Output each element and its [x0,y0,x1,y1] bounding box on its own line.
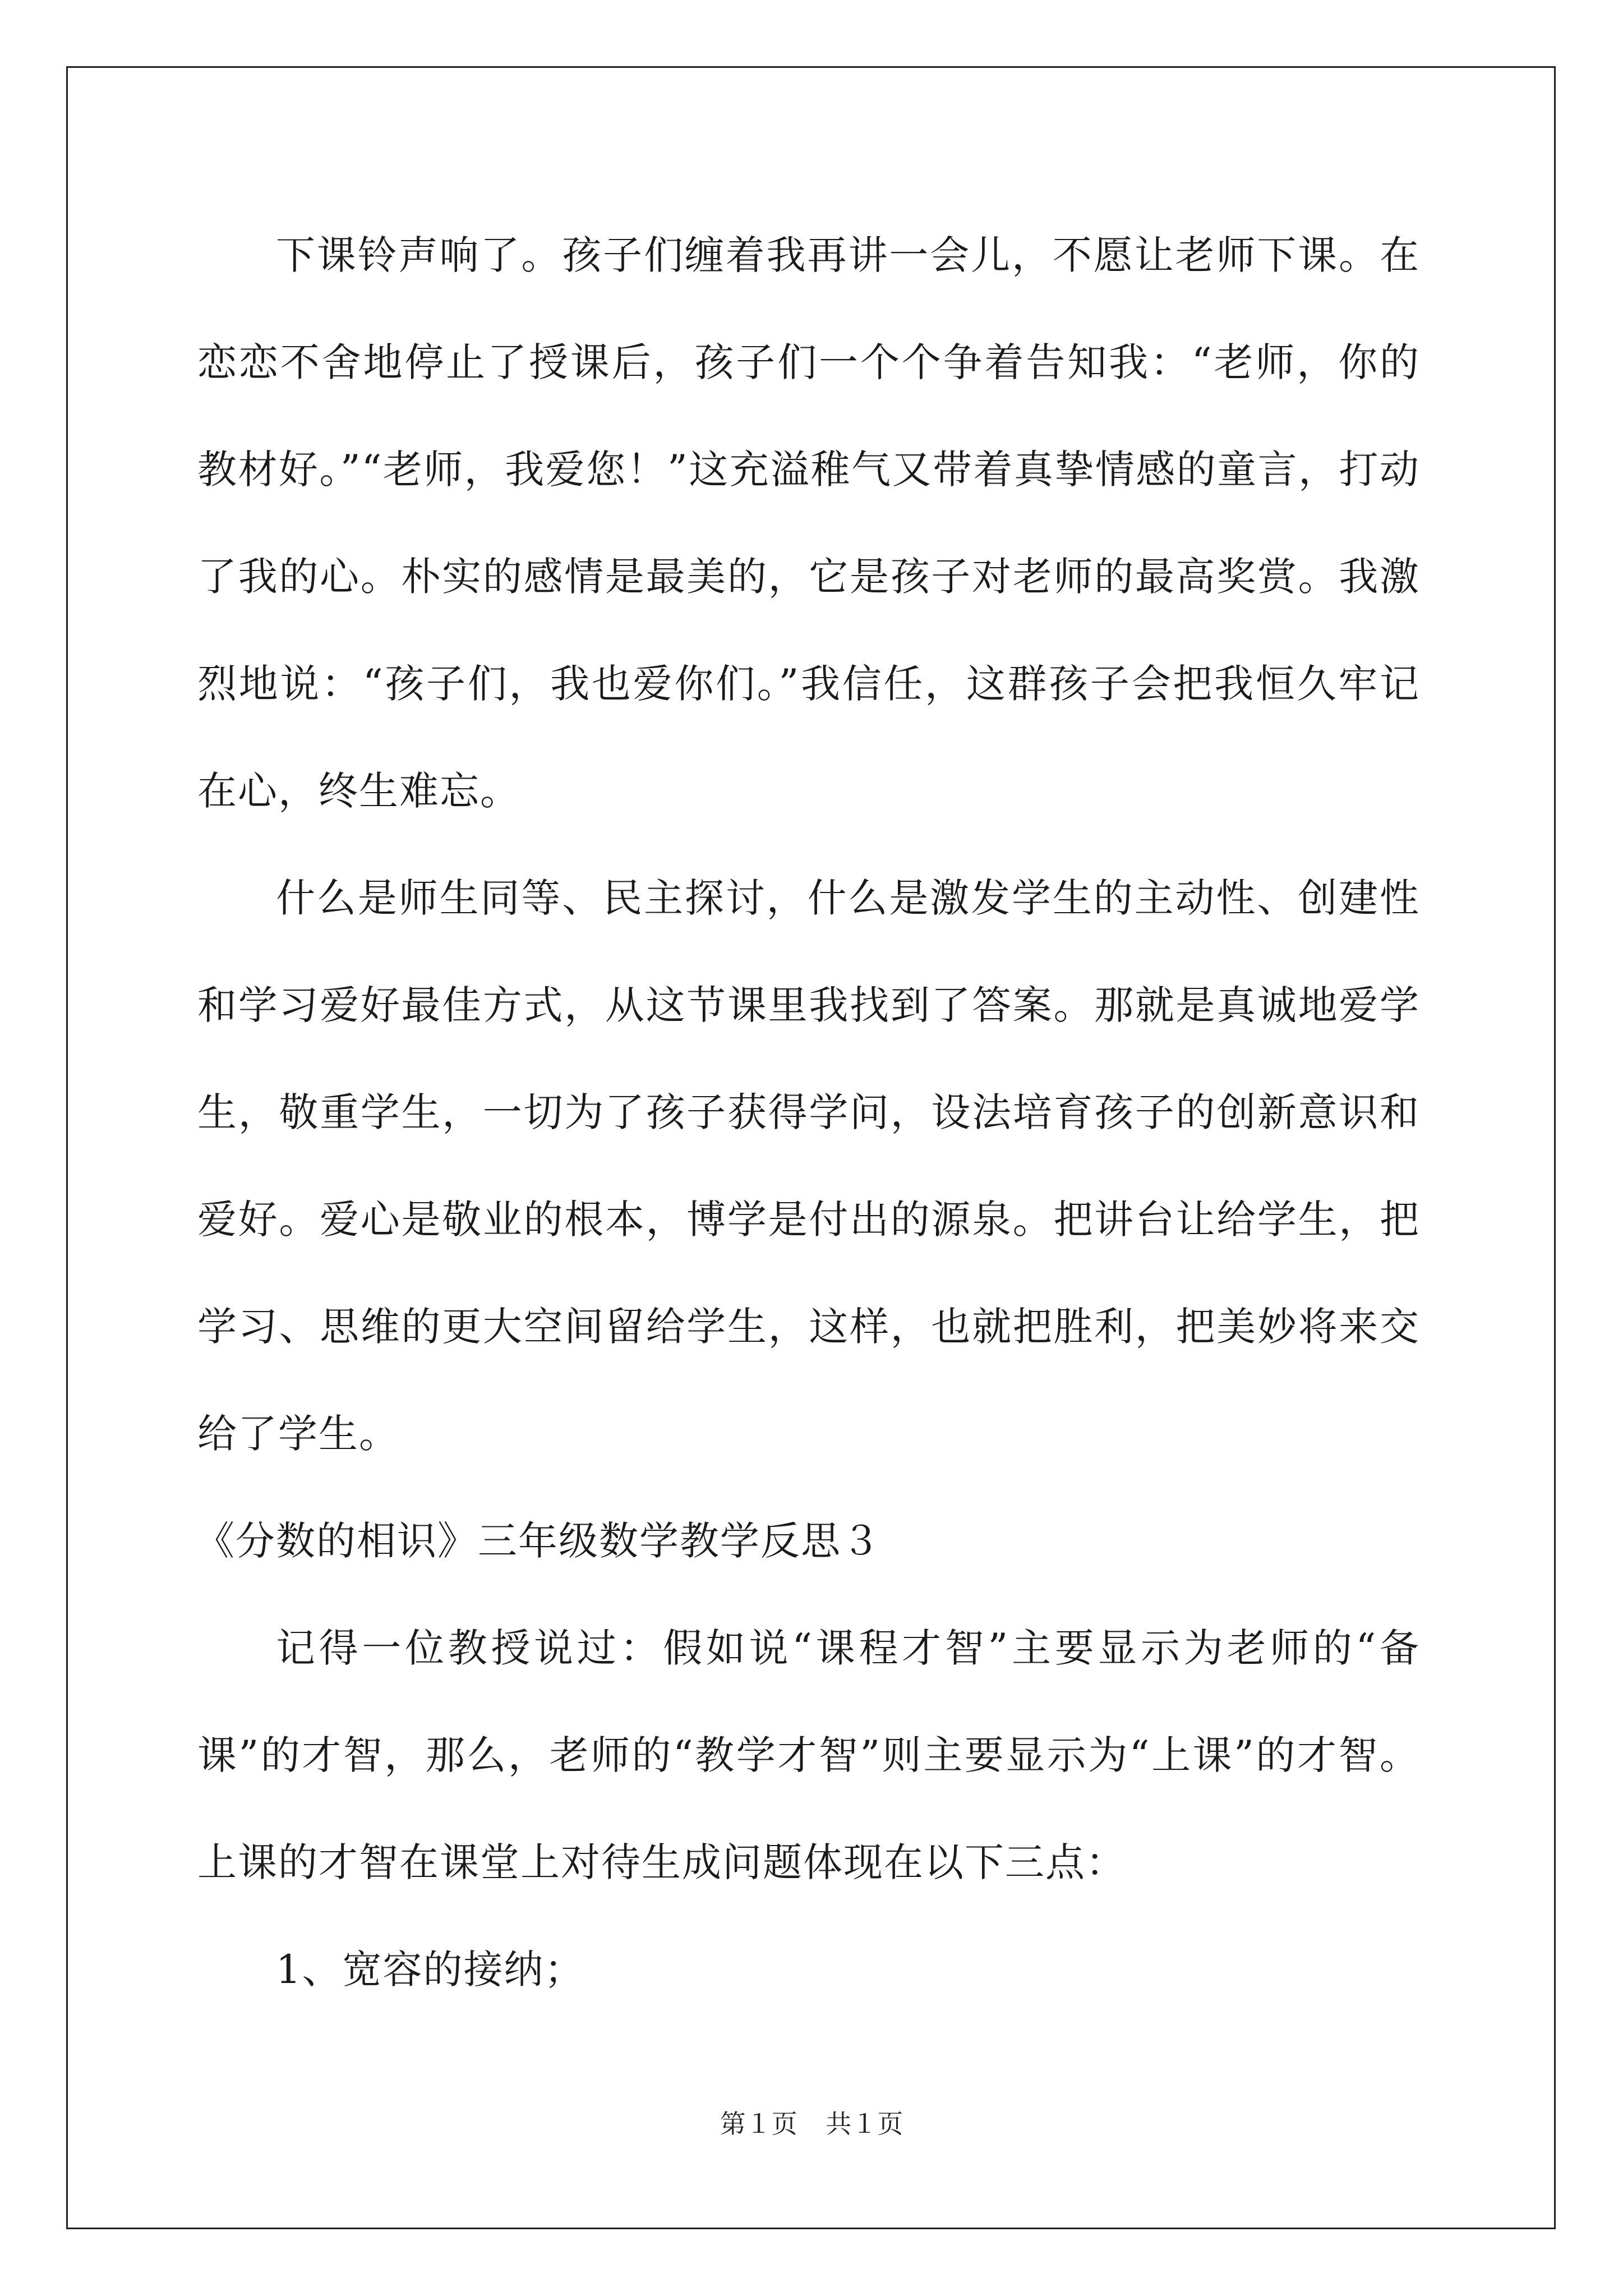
paragraph-3: 记得一位教授说过：假如说“课程才智”主要显示为老师的“备课”的才智，那么，老师的“教学才智”则主要显示为“上课”的才智。上课的才智在课堂上对待生成问题体现在以下三点： [197,1625,1420,1885]
list-item-1: 1、宽容的接纳； [276,1947,585,1993]
document-body [197,202,1420,2023]
page-total: 共１页 [826,2109,903,2139]
paragraph-1: 下课铃声响了。孩子们缠着我再讲一会儿，不愿让老师下课。在恋恋不舍地停止了授课后，孩子们一个个争着告知我：“老师，你的教材好。”“老师，我爱您！”这充溢稚气又带着真挚情感的童言，打动了我的心。朴实的感情是最美的，它是孩子对老师的最高奖赏。我激烈地说：“孩子们，我也爱你们。”我信任，这群孩子会把我恒久牢记在心，终生难忘。 [197,232,1420,814]
section-heading: 《分数的相识》三年级数学教学反思３ [195,1518,882,1564]
paragraph-2: 什么是师生同等、民主探讨，什么是激发学生的主动性、创建性和学习爱好最佳方式，从这节课里我找到了答案。那就是真诚地爱学生，敬重学生，一切为了孩子获得学问，设法培育孩子的创新意识和爱好。爱心是敬业的根本，博学是付出的源泉。把讲台让给学生，把学习、思维的更大空间留给学生，这样，也就把胜利，把美妙将来交给了学生。 [197,875,1420,1457]
page-number: 第１页 [720,2109,797,2139]
page-footer [0,2104,1623,2141]
